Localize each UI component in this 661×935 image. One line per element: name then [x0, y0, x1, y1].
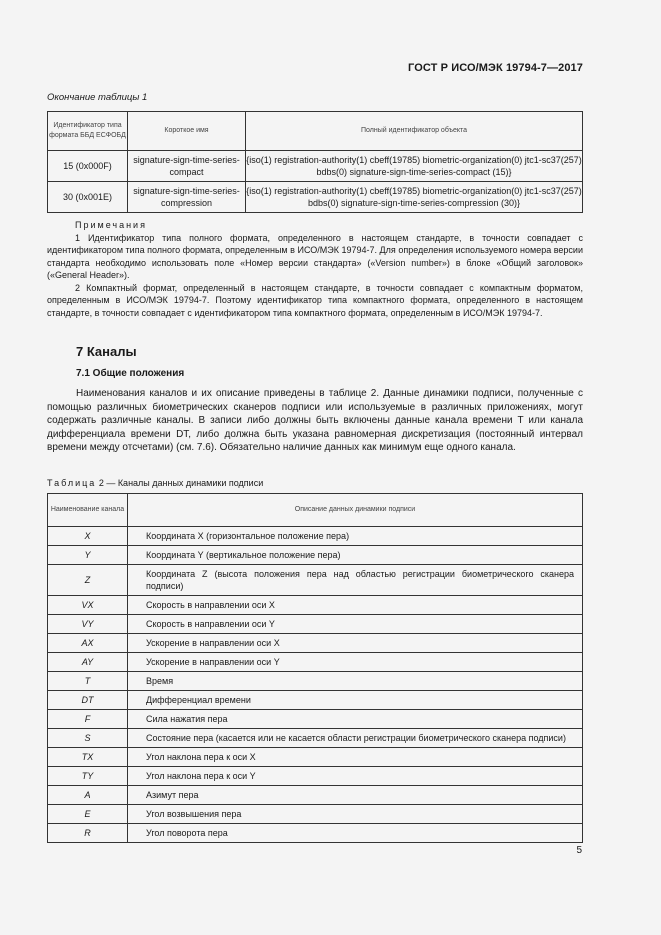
table-row [48, 748, 583, 767]
channel-description: Время [128, 672, 583, 691]
table-row [48, 151, 583, 182]
table1-cell: 15 (0x000F) [48, 151, 128, 182]
channel-symbol: DT [48, 691, 128, 710]
table-row [48, 653, 583, 672]
table2-caption-text: 2 — Каналы данных динамики подписи [98, 478, 264, 488]
table-row [48, 565, 583, 596]
channel-symbol: TX [48, 748, 128, 767]
channel-description: Угол наклона пера к оси Y [128, 767, 583, 786]
table-row [48, 805, 583, 824]
table-row [48, 786, 583, 805]
channel-description: Ускорение в направлении оси Y [128, 653, 583, 672]
subsection-heading: 7.1 Общие положения [76, 368, 185, 379]
channel-symbol: F [48, 710, 128, 729]
channel-description: Состояние пера (касается или не касается области регистрации биометрического сканера подписи) [128, 729, 583, 748]
document-id: ГОСТ Р ИСО/МЭК 19794-7—2017 [408, 62, 583, 74]
table-row [48, 672, 583, 691]
channel-description: Угол возвышения пера [128, 805, 583, 824]
channel-symbol: R [48, 824, 128, 843]
channel-description: Дифференциал времени [128, 691, 583, 710]
channel-symbol: S [48, 729, 128, 748]
table1-col-short-name: Короткое имя [128, 112, 246, 151]
table-row [48, 710, 583, 729]
channel-description: Координата X (горизонтальное положение пера) [128, 527, 583, 546]
note-2: 2 Компактный формат, определенный в настоящем стандарте, в точности совпадает с компактным форматом, определенным в ИСО/МЭК 19794-7. Поэтому идентификатор типа компактного формата, определенного в настоящем стандарте, в точности совпадает с идентификатором типа компактного формата, определенным в ИСО/МЭК 19794-7. [47, 282, 583, 318]
channel-description: Координата Z (высота положения пера над областью регистрации биометрического сканера подписи) [128, 565, 583, 596]
table-row [48, 615, 583, 634]
channel-symbol: E [48, 805, 128, 824]
channel-description: Скорость в направлении оси Y [128, 615, 583, 634]
channel-description: Угол наклона пера к оси X [128, 748, 583, 767]
table-row [48, 527, 583, 546]
table1-cell: signature-sign-time-series-compact [128, 151, 246, 182]
table2-caption [47, 478, 263, 488]
channel-description: Сила нажатия пера [128, 710, 583, 729]
channel-symbol: TY [48, 767, 128, 786]
table-row [48, 824, 583, 843]
section-heading: 7 Каналы [76, 344, 137, 359]
table2-caption-label: Таблица [47, 478, 97, 488]
page-number: 5 [576, 845, 582, 856]
table-row [48, 634, 583, 653]
table1-cell: {iso(1) registration-authority(1) cbeff(19785) biometric-organization(0) jtc1-sc37(257) bdbs(0) signature-sign-time-series-compact (15)} [246, 151, 583, 182]
channel-description: Ускорение в направлении оси X [128, 634, 583, 653]
channel-description: Угол поворота пера [128, 824, 583, 843]
table2-header-row [48, 494, 583, 527]
channel-symbol: X [48, 527, 128, 546]
table1-caption: Окончание таблицы 1 [47, 92, 148, 103]
channel-symbol: AX [48, 634, 128, 653]
table1 [47, 111, 583, 213]
table-row [48, 182, 583, 213]
table2-body [48, 527, 583, 843]
channel-symbol: VY [48, 615, 128, 634]
channel-symbol: Z [48, 565, 128, 596]
table-row [48, 729, 583, 748]
table1-col-format-id: Идентификатор типа формата ББД ЕСФОБД [48, 112, 128, 151]
table1-col-full-oid: Полный идентификатор объекта [246, 112, 583, 151]
body-paragraph: Наименования каналов и их описание приведены в таблице 2. Данные динамики подписи, полученные с помощью различных биометрических сканеров подписи или используемые в различных приложениях, могут содержать различные каналы. В записи либо должны быть включены данные канала времени T или канала дифференциала времени DT, либо должна быть указана равномерная дискретизация (постоянный интервал времени между отсчетами) (см. 7.6). Обязательно наличие данных как минимум еще одного канала. [47, 388, 583, 453]
table2-col-description: Описание данных динамики подписи [128, 494, 583, 527]
table-row [48, 691, 583, 710]
table1-header-row [48, 112, 583, 151]
notes-title: Примечания [75, 220, 147, 230]
table2-col-channel: Наименование канала [48, 494, 128, 527]
table1-cell: signature-sign-time-series-compression [128, 182, 246, 213]
table2 [47, 493, 583, 843]
channel-description: Скорость в направлении оси X [128, 596, 583, 615]
channel-description: Азимут пера [128, 786, 583, 805]
table1-cell: 30 (0x001E) [48, 182, 128, 213]
table-row [48, 596, 583, 615]
channel-description: Координата Y (вертикальное положение пера) [128, 546, 583, 565]
channel-symbol: A [48, 786, 128, 805]
note-1: 1 Идентификатор типа полного формата, определенного в настоящем стандарте, в точности совпадает с идентификатором типа полного формата, определенным в ИСО/МЭК 19794-7. Для определения используемого номера версии стандарта необходимо использовать поле «Номер версии стандарта» («Version number») в блоке «Общий заголовок» («General Header»). [47, 232, 583, 280]
table-row [48, 767, 583, 786]
channel-symbol: AY [48, 653, 128, 672]
channel-symbol: Y [48, 546, 128, 565]
table-row [48, 546, 583, 565]
channel-symbol: VX [48, 596, 128, 615]
table1-cell: {iso(1) registration-authority(1) cbeff(19785) biometric-organization(0) jtc1-sc37(257) bdbs(0) signature-sign-time-series-compression (30)} [246, 182, 583, 213]
channel-symbol: T [48, 672, 128, 691]
table1-notes [47, 219, 583, 319]
